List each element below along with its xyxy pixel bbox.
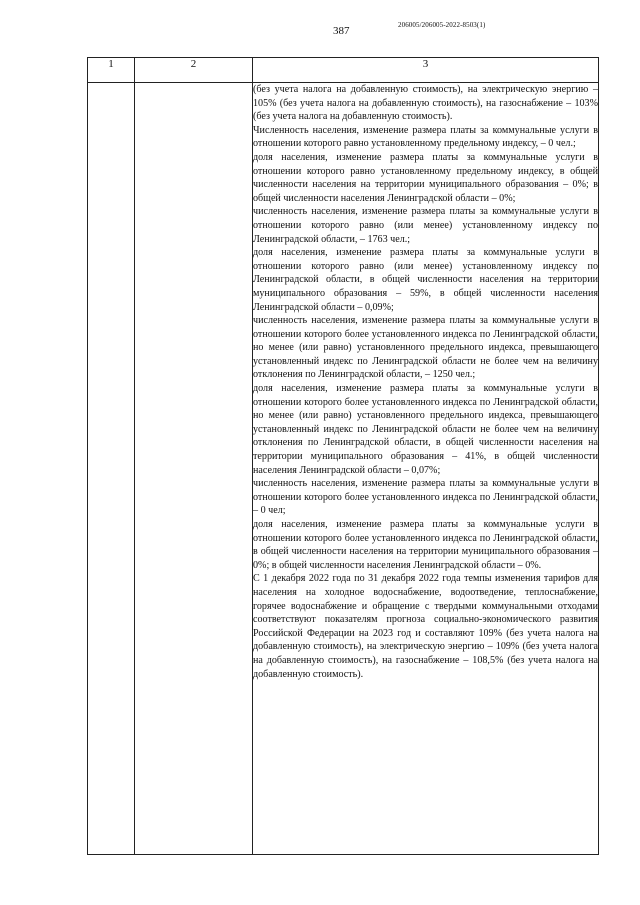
column-header-3: 3 xyxy=(253,58,599,83)
paragraph-population-above-index: численность населения, изменение размера платы за коммунальные услуги в отношении которого более установленного индекса по Ленинградской области, – 0 чел; xyxy=(253,478,598,517)
content-table xyxy=(87,57,599,855)
paragraph-share-within-deviation: доля населения, изменение размера платы за коммунальные услуги в отношении которого более установленного индекса по Ленинградской области, но менее (или равно) установленного предельного индекса, превышающего установленный индекс по Ленинградской области не более чем на величину отклонения по Ленинградской области, в общей численности населения на территории муниципального образования – 41%, в общей численности населения Ленинградской области – 0,07%; xyxy=(253,383,598,476)
paragraph-population-equal-limit: Численность населения, изменение размера платы за коммунальные услуги в отношении которого равно установленному предельному индексу, – 0 чел.; xyxy=(253,124,598,150)
paragraph-population-below-index: численность населения, изменение размера платы за коммунальные услуги в отношении которого равно (или менее) установленному индексу по Ленинградской области, – 1763 чел.; xyxy=(253,206,598,245)
table-header-row xyxy=(88,58,599,83)
table-row xyxy=(88,83,599,855)
column-header-1: 1 xyxy=(88,58,135,83)
paragraph-december-tariffs: С 1 декабря 2022 года по 31 декабря 2022 года темпы изменения тарифов для населения на холодное водоснабжение, водоотведение, теплоснабжение, горячее водоснабжение и обращение с твердыми коммунальными отходами соответствуют показателям прогноза социально-экономического развития Российской Федерации на 2023 год и составляют 109% (без учета налога на добавленную стоимость), на электрическую энергию – 109% (без учета налога на добавленную стоимость), на газоснабжение – 108,5% (без учета налога на добавленную стоимость). xyxy=(253,573,598,680)
column-2-cell xyxy=(135,83,253,855)
paragraph-share-above-index: доля населения, изменение размера платы за коммунальные услуги в отношении которого более установленного индекса по Ленинградской области, в общей численности населения на территории муниципального образования – 0%; в общей численности населения Ленинградской области – 0%. xyxy=(253,519,598,571)
column-3-cell xyxy=(253,83,599,855)
paragraph-tariff-continuation: (без учета налога на добавленную стоимость), на электрическую энергию – 105% (без учета налога на добавленную стоимость), на газоснабжение – 103% (без учета налога на добавленную стоимость). xyxy=(253,84,598,123)
column-1-cell xyxy=(88,83,135,855)
paragraph-population-within-deviation: численность населения, изменение размера платы за коммунальные услуги в отношении которого более установленного индекса по Ленинградской области, но менее (или равно) установленного предельного индекса, превышающего установленный индекс по Ленинградской области не более чем на величину отклонения по Ленинградской области, – 1250 чел.; xyxy=(253,315,598,381)
paragraph-share-below-index: доля населения, изменение размера платы за коммунальные услуги в отношении которого равно (или менее) установленному индексу по Ленинградской области, в общей численности населения на территории муниципального образования – 59%, в общей численности населения Ленинградской области – 0,09%; xyxy=(253,247,598,313)
page-number: 387 xyxy=(333,25,350,37)
column-header-2: 2 xyxy=(135,58,253,83)
paragraph-share-equal-limit: доля населения, изменение размера платы за коммунальные услуги в отношении которого равно установленному предельному индексу, в общей численности населения на территории муниципального образования – 0%; в общей численности населения Ленинградской области – 0%; xyxy=(253,151,598,204)
document-id: 206005/206005-2022-8503(1) xyxy=(398,21,486,29)
